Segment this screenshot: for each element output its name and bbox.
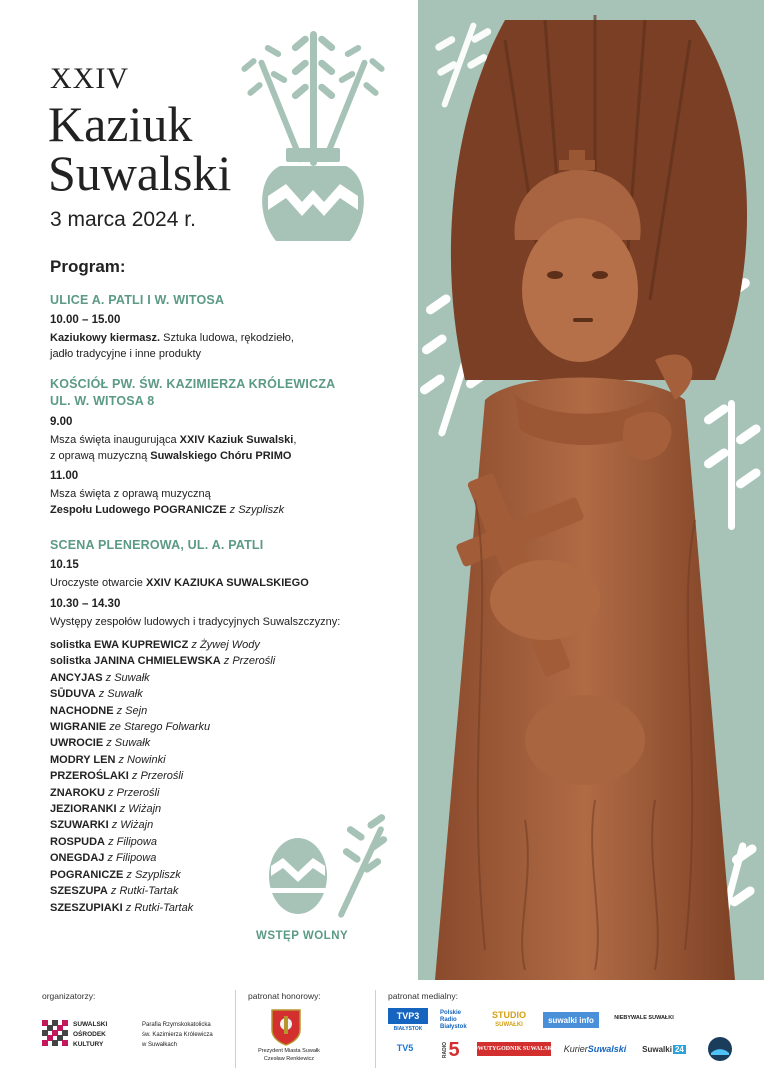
band-list-item — [50, 735, 275, 751]
time-label: 9.00 — [50, 416, 73, 428]
suwalki-info-logo: suwalki info — [543, 1012, 599, 1028]
suwalki24-word: Suwalki — [642, 1044, 672, 1054]
tvp3-logo: TVP3 — [388, 1008, 428, 1024]
band-name: ANCYJAS — [50, 671, 103, 684]
radio-line: Białystok — [440, 1023, 467, 1030]
parish-line: św. Kazimierza Królewicza — [142, 1032, 213, 1038]
radio-line: Polskie — [440, 1009, 462, 1016]
media-patronage-label: patronat medialny: — [388, 991, 458, 1001]
president-text — [237, 1047, 341, 1063]
event-description — [50, 432, 296, 449]
radio5-logo — [436, 1038, 466, 1062]
event-name: Zespołu Ludowego POGRANICZE — [50, 504, 227, 516]
band-list-item — [50, 850, 275, 866]
band-name: SŪDUVA — [50, 688, 96, 701]
band-origin: z Przerośli — [220, 655, 276, 668]
event-description-text: Msza święta inaugurująca — [50, 434, 180, 446]
suwalki24-number: 24 — [674, 1044, 684, 1054]
band-origin: z Rutki-Tartak — [107, 885, 179, 898]
band-list-item — [50, 686, 275, 702]
section-title-church-line-2: UL. W. WITOSA 8 — [50, 394, 155, 408]
time-label: 10.00 – 15.00 — [50, 314, 121, 326]
event-date: 3 marca 2024 r. — [50, 208, 196, 231]
wooden-statue-illustration — [395, 0, 764, 980]
easter-egg-icon — [268, 836, 328, 916]
band-origin: z Rutki-Tartak — [122, 901, 194, 914]
band-origin: z Żywej Wody — [188, 639, 260, 651]
band-name: PRZEROŚLAKI — [50, 770, 129, 783]
section-title-stage: SCENA PLENEROWA, UL. A. PATLI — [50, 538, 264, 552]
radio-bialystok-logo — [440, 1008, 482, 1032]
band-list-item — [50, 670, 275, 686]
free-entry-label: WSTĘP WOLNY — [256, 930, 349, 942]
kurier-word: Kurier — [563, 1044, 588, 1054]
sok-line: KULTURY — [73, 1041, 104, 1048]
band-name: SZESZUPIAKI — [50, 901, 123, 914]
band-name: UWROCIE — [50, 737, 104, 750]
band-list-item — [50, 703, 275, 719]
band-name: SZUWARKI — [50, 819, 109, 832]
band-origin: z Wiżajn — [116, 803, 162, 816]
band-list-item — [50, 867, 275, 883]
wheat-sprig-icon — [332, 812, 394, 922]
band-name: ROSPUDA — [50, 835, 106, 848]
event-name: XXIV Kaziuk Suwalski — [179, 434, 294, 446]
time-label: 10.15 — [50, 559, 79, 571]
tv5-logo: TV5 — [396, 1043, 414, 1053]
studio-suwalki-logo — [487, 1008, 531, 1032]
event-description — [50, 575, 309, 592]
band-name: JEZIORANKI — [50, 803, 117, 816]
event-description-text: z oprawą muzyczną — [50, 450, 151, 462]
program-heading: Program: — [50, 257, 126, 276]
band-origin: z Wiżajn — [108, 819, 154, 832]
band-list-item — [50, 752, 275, 768]
band-list-item — [50, 637, 275, 653]
event-name: XXIV KAZIUKA SUWALSKIEGO — [145, 577, 309, 589]
parish-text — [142, 1020, 213, 1050]
event-description-text: , — [293, 434, 297, 446]
dwutygodnik-suwalski-logo: DWUTYGODNIK SUWALSKI — [477, 1042, 551, 1056]
niebywale-suwalki-logo: NIEBYWALE SUWAŁKI — [614, 1015, 674, 1021]
sok-line: OŚRODEK — [73, 1031, 106, 1038]
honorary-patronage-label: patronat honorowy: — [248, 991, 321, 1001]
tvp3-logo-caption: BIAŁYSTOK — [393, 1026, 423, 1032]
band-origin: z Filipowa — [104, 852, 157, 865]
parish-line: Parafia Rzymskokatolicka — [142, 1022, 211, 1028]
band-name: WIGRANIE — [50, 721, 107, 734]
radio5-number: 5 — [448, 1038, 460, 1061]
president-line: Prezydent Miasta Suwałk — [258, 1048, 320, 1054]
band-origin: z Suwałk — [103, 737, 151, 750]
band-list-item — [50, 785, 275, 801]
event-name: Suwalskiego Chóru PRIMO — [150, 450, 292, 462]
band-origin: z Suwałk — [95, 688, 143, 701]
band-list-item — [50, 900, 275, 916]
section-title-streets: ULICE A. PATLI I W. WITOSA — [50, 293, 225, 307]
time-label: 11.00 — [50, 470, 79, 482]
radio-line: Radio — [440, 1016, 457, 1023]
studio-line: STUDIO — [491, 1010, 526, 1020]
band-list-item — [50, 834, 275, 850]
radio5-word: RADIO — [442, 1041, 449, 1059]
band-list-item — [50, 801, 275, 817]
band-list-item — [50, 719, 275, 735]
event-origin: z Szypliszk — [226, 504, 285, 516]
band-origin: ze Starego Folwarku — [106, 721, 211, 734]
time-label: 10.30 – 14.30 — [50, 598, 121, 610]
divider — [235, 990, 236, 1068]
band-origin: z Przerośli — [105, 786, 160, 799]
band-origin: z Przerośli — [128, 770, 184, 783]
event-description — [50, 502, 284, 519]
band-name: POGRANICZE — [50, 868, 124, 881]
president-line: Czesław Renkiewicz — [263, 1056, 315, 1062]
band-list-item — [50, 653, 275, 669]
vase-with-wheat-icon — [238, 26, 388, 248]
edition-number: XXIV — [50, 62, 129, 95]
studio-line: SUWAŁKI — [495, 1022, 523, 1028]
suwalki24-logo — [636, 1040, 692, 1058]
event-title — [48, 96, 232, 201]
event-description — [50, 448, 291, 465]
event-description-text: Sztuka ludowa, rękodzieło, — [160, 332, 294, 344]
event-title-line-2: Suwalski — [48, 145, 232, 201]
organizers-label: organizatorzy: — [42, 991, 96, 1001]
section-title-church — [50, 376, 335, 410]
band-list-item — [50, 768, 275, 784]
sok-line: SUWALSKI — [73, 1021, 108, 1028]
event-description: Msza święta z oprawą muzyczną — [50, 488, 211, 500]
band-name: ZNAROKU — [50, 786, 105, 799]
event-description: Występy zespołów ludowych i tradycyjnych Suwalszczyzny: — [50, 616, 341, 628]
event-description-text: Uroczyste otwarcie — [50, 577, 146, 589]
band-origin: z Filipowa — [105, 835, 157, 848]
event-name: Kaziukowy kiermasz. — [50, 332, 161, 344]
city-crest-icon — [270, 1008, 302, 1046]
band-origin: z Nowinki — [115, 753, 166, 766]
band-name: SZESZUPA — [50, 885, 108, 898]
section-title-church-line-1: KOŚCIÓŁ PW. ŚW. KAZIMIERZA KRÓLEWICZA — [50, 377, 336, 391]
sok-logo-icon — [42, 1020, 68, 1046]
band-name: ONEGDAJ — [50, 852, 105, 865]
round-badge-icon — [707, 1036, 733, 1062]
event-description: jadło tradycyjne i inne produkty — [50, 348, 202, 360]
bands-list — [50, 637, 275, 916]
band-name: solistka JANINA CHMIELEWSKA — [50, 655, 221, 668]
sok-logo-text — [73, 1020, 107, 1050]
band-origin: z Sejn — [113, 704, 148, 717]
band-name: solistka EWA KUPREWICZ — [50, 639, 189, 651]
band-name: MODRY LEN — [50, 753, 116, 766]
divider — [375, 990, 376, 1068]
kurier-suwalski-logo — [565, 1040, 625, 1058]
band-list-item — [50, 817, 275, 833]
event-title-line-1: Kaziuk — [48, 96, 193, 152]
band-name: NACHODNE — [50, 704, 114, 717]
footer — [0, 980, 764, 1080]
band-list-item — [50, 883, 275, 899]
kurier-word: Suwalski — [587, 1044, 627, 1054]
parish-line: w Suwałkach — [142, 1042, 178, 1048]
event-description — [50, 330, 294, 347]
band-origin: z Suwałk — [102, 671, 150, 684]
band-origin: z Szypliszk — [123, 868, 181, 881]
